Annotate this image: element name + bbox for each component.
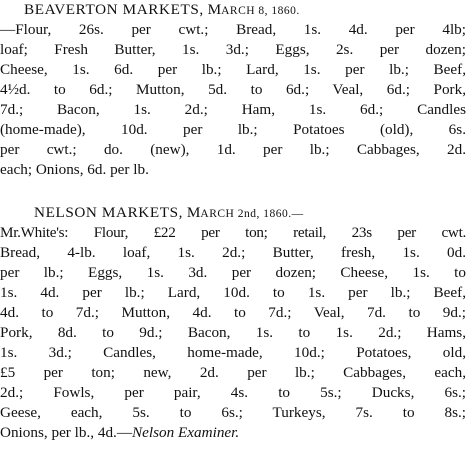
beaverton-headline-title: BEAVERTON MARKETS, <box>24 1 204 18</box>
beaverton-line-7: per cwt.; do. (new), 1d. per lb.; Cabbages, 2d. <box>0 141 466 158</box>
nelson-headline-date-initial: M <box>186 204 201 221</box>
beaverton-headline <box>24 0 466 22</box>
nelson-line-4: 1s. 4d. per lb.; Lard, 10d. to 1s. per lb.; Beef, <box>0 284 466 301</box>
nelson-line-5: 4d. to 7d.; Mutton, 4d. to 7d.; Veal, 7d. to 9d.; <box>0 304 466 321</box>
beaverton-headline-date: ARCH 8, 1860. <box>221 5 300 17</box>
nelson-final-line: Onions, per lb., 4d.— <box>0 424 133 441</box>
beaverton-line-4: 4½d. to 6d.; Mutton, 5d. to 6d.; Veal, 6d.; Pork, <box>0 81 466 98</box>
beaverton-line-2: loaf; Fresh Butter, 1s. 3d.; Eggs, 2s. per dozen; <box>0 41 466 58</box>
nelson-line-7: 1s. 3d.; Candles, home-made, 10d.; Potatoes, old, <box>0 344 466 361</box>
beaverton-headline-date-initial: M <box>207 1 222 18</box>
nelson-line-9: 2d.; Fowls, per pair, 4s. to 5s.; Ducks, 6s.; <box>0 384 466 401</box>
nelson-line-11 <box>0 423 466 443</box>
beaverton-line-5: 7d.; Bacon, 1s. 2d.; Ham, 1s. 6d.; Candles <box>0 101 466 118</box>
beaverton-line-8: each; Onions, 6d. per lb. <box>0 161 149 178</box>
beaverton-line-6: (home-made), 10d. per lb.; Potatoes (old), 6s. <box>0 121 466 138</box>
nelson-source: Nelson Examiner. <box>132 424 240 441</box>
nelson-line-10: Geese, each, 5s. to 6s.; Turkeys, 7s. to 8s.; <box>0 404 466 421</box>
beaverton-line-3: Cheese, 1s. 6d. per lb.; Lard, 1s. per lb.; Beef, <box>0 61 466 78</box>
nelson-line-3: per lb.; Eggs, 1s. 3d. per dozen; Cheese, 1s. to <box>0 264 466 281</box>
beaverton-line-1: —Flour, 26s. per cwt.; Bread, 1s. 4d. per 4lb; <box>0 21 466 38</box>
nelson-headline <box>34 203 466 225</box>
nelson-line-8: £5 per ton; new, 2d. per lb.; Cabbages, each, <box>0 364 466 381</box>
nelson-line-2: Bread, 4-lb. loaf, 1s. 2d.; Butter, fresh, 1s. 0d. <box>0 244 466 261</box>
nelson-line-6: Pork, 8d. to 9d.; Bacon, 1s. to 1s. 2d.; Hams, <box>0 324 466 341</box>
nelson-line-1: Mr.White's: Flour, £22 per ton; retail, 23s per cwt. <box>0 224 466 241</box>
nelson-headline-title: NELSON MARKETS, <box>34 204 184 221</box>
nelson-headline-date: ARCH 2nd, 1860.— <box>200 208 304 220</box>
